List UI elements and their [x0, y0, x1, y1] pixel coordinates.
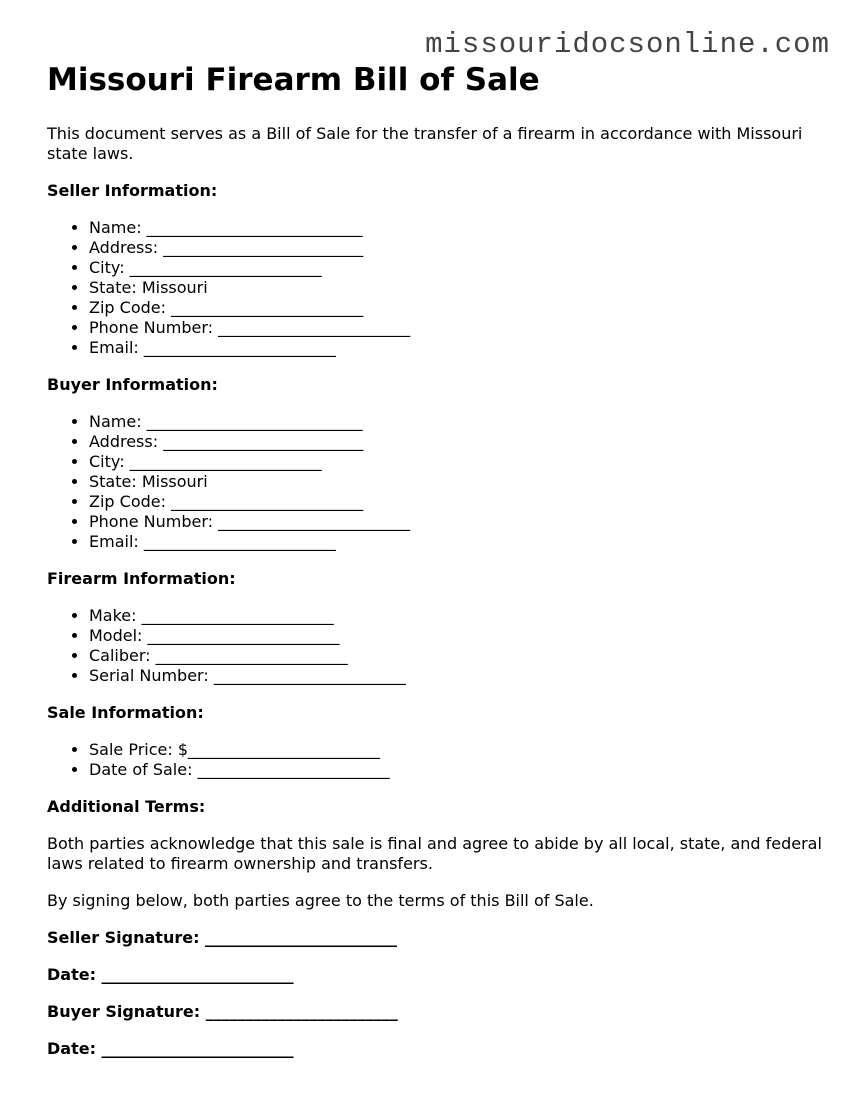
buyer-heading: Buyer Information:: [47, 375, 218, 394]
firearm-model-field: • Model: ________________________: [89, 626, 827, 646]
buyer-date-line: Date: ________________________: [47, 1039, 294, 1058]
intro-paragraph: This document serves as a Bill of Sale for the transfer of a firearm in accordance with Missouri state laws.: [47, 124, 803, 163]
document-page: [47, 60, 827, 1059]
buyer-list: [47, 412, 827, 552]
agreement-text: By signing below, both parties agree to the terms of this Bill of Sale.: [47, 891, 594, 910]
firearm-list: [47, 606, 827, 686]
sale-price-field: • Sale Price: $________________________: [89, 740, 827, 760]
sale-heading: Sale Information:: [47, 703, 204, 722]
sale-list: [47, 740, 827, 780]
additional-terms-heading: Additional Terms:: [47, 797, 206, 816]
seller-date-line: Date: ________________________: [47, 965, 294, 984]
sale-date-field: • Date of Sale: ________________________: [89, 760, 827, 780]
buyer-city-field: • City: ________________________: [89, 452, 827, 472]
site-watermark: missouridocsonline.com: [425, 28, 830, 61]
seller-city-field: • City: ________________________: [89, 258, 827, 278]
firearm-caliber-field: • Caliber: ________________________: [89, 646, 827, 666]
buyer-email-field: • Email: ________________________: [89, 532, 827, 552]
firearm-heading: Firearm Information:: [47, 569, 236, 588]
buyer-address-field: • Address: _________________________: [89, 432, 827, 452]
firearm-make-field: • Make: ________________________: [89, 606, 827, 626]
seller-list: [47, 218, 827, 358]
seller-email-field: • Email: ________________________: [89, 338, 827, 358]
seller-phone-field: • Phone Number: ________________________: [89, 318, 827, 338]
seller-state-field: • State: Missouri: [89, 278, 827, 298]
seller-address-field: • Address: _________________________: [89, 238, 827, 258]
buyer-zip-field: • Zip Code: ________________________: [89, 492, 827, 512]
firearm-serial-field: • Serial Number: ________________________: [89, 666, 827, 686]
page-title: Missouri Firearm Bill of Sale: [47, 62, 540, 98]
buyer-signature-line: Buyer Signature: ________________________: [47, 1002, 398, 1021]
seller-name-field: • Name: ___________________________: [89, 218, 827, 238]
buyer-name-field: • Name: ___________________________: [89, 412, 827, 432]
seller-signature-line: Seller Signature: ________________________: [47, 928, 398, 947]
buyer-phone-field: • Phone Number: ________________________: [89, 512, 827, 532]
seller-heading: Seller Information:: [47, 181, 218, 200]
additional-terms-text: Both parties acknowledge that this sale is final and agree to abide by all local, state, and federal laws related to firearm ownership and transfers.: [47, 834, 822, 873]
buyer-state-field: • State: Missouri: [89, 472, 827, 492]
seller-zip-field: • Zip Code: ________________________: [89, 298, 827, 318]
